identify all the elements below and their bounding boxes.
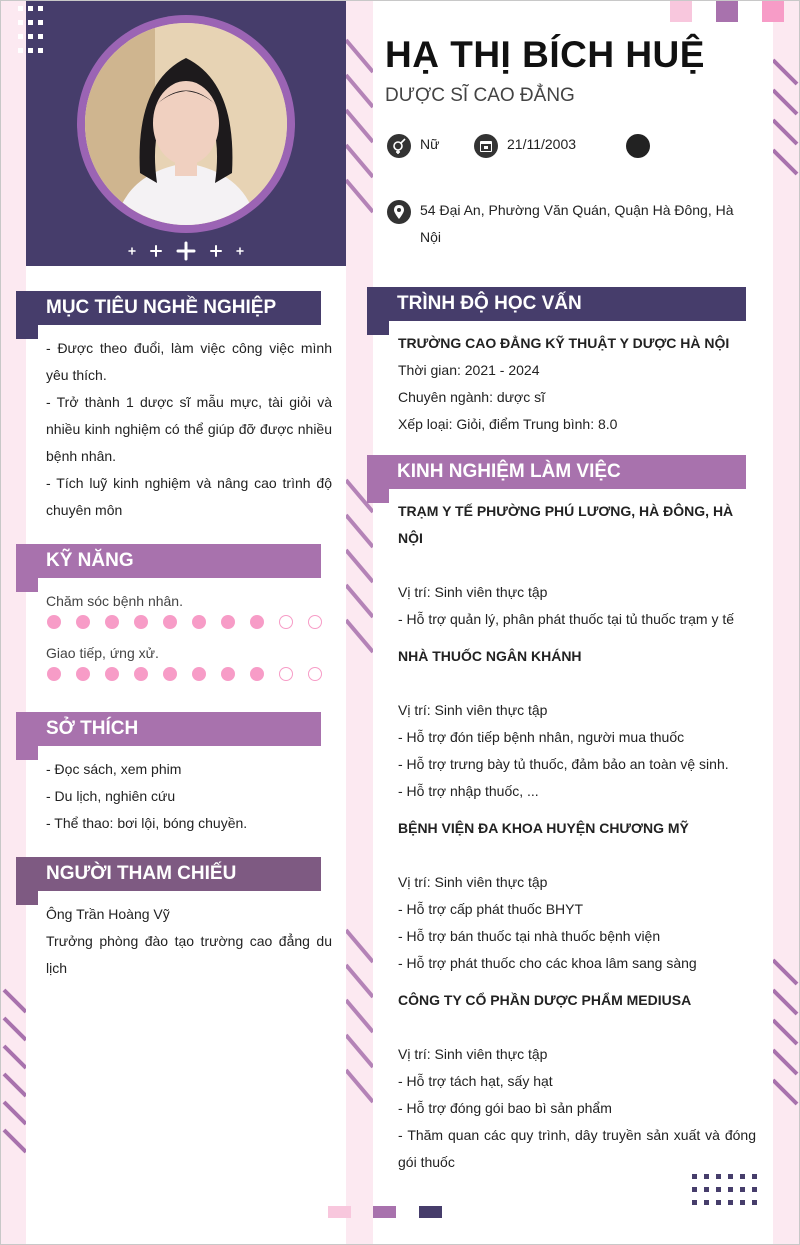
job-task: - Hỗ trợ nhập thuốc, ... <box>398 783 539 799</box>
skill-dot <box>76 615 90 629</box>
education-major: Chuyên ngành: dược sĩ <box>398 389 545 405</box>
skill-dot <box>163 615 177 629</box>
skill-dot <box>192 667 206 681</box>
skill-dot <box>134 667 148 681</box>
job-task: - Hỗ trợ phát thuốc cho các khoa lâm sang sàng <box>398 955 697 971</box>
job-task: - Hỗ trợ cấp phát thuốc BHYT <box>398 901 584 917</box>
job-task: - Hỗ trợ tách hạt, sấy hạt <box>398 1073 553 1089</box>
skill-dot <box>134 615 148 629</box>
skill-dot <box>47 615 61 629</box>
education-grade: Xếp loại: Giỏi, điểm Trung bình: 8.0 <box>398 416 618 432</box>
plus-decoration <box>126 240 250 267</box>
address-text: 54 Đại An, Phường Văn Quán, Quận Hà Đông, Hà Nội <box>420 202 734 245</box>
skill-dot <box>105 615 119 629</box>
objective-item: - Được theo đuổi, làm việc công việc mình yêu thích. <box>46 340 332 383</box>
hobby-item: - Đọc sách, xem phim <box>46 761 182 777</box>
education-heading: TRÌNH ĐỘ HỌC VẤN <box>367 287 746 321</box>
skills-heading: KỸ NĂNG <box>16 544 321 578</box>
skill-dot <box>279 615 293 629</box>
reference-heading: NGƯỜI THAM CHIẾU <box>16 857 321 891</box>
hobby-item: - Thể thao: bơi lội, bóng chuyền. <box>46 815 248 831</box>
deco-bar <box>373 1206 396 1218</box>
school-name: TRƯỜNG CAO ĐẲNG KỸ THUẬT Y DƯỢC HÀ NỘI <box>398 335 730 351</box>
skill-dot <box>47 667 61 681</box>
job-task: - Hỗ trợ đón tiếp bệnh nhân, người mua thuốc <box>398 729 685 745</box>
skill-dot <box>221 667 235 681</box>
company-name: TRẠM Y TẾ PHƯỜNG PHÚ LƯƠNG, HÀ ĐÔNG, HÀ NỘI <box>398 503 734 546</box>
dots-grid-icon <box>692 1174 762 1213</box>
experience-heading: KINH NGHIỆM LÀM VIỆC <box>367 455 746 489</box>
birthday-text: 21/11/2003 <box>507 136 577 152</box>
job-task: - Thăm quan các quy trình, dây truyền sản xuất và đóng gói thuốc <box>398 1127 756 1170</box>
job-position: Vị trí: Sinh viên thực tập <box>398 1046 548 1062</box>
center-stripes <box>346 0 373 1245</box>
location-icon <box>387 200 411 224</box>
skill-name: Giao tiếp, ứng xử. <box>46 645 159 661</box>
skill-dot <box>105 667 119 681</box>
skill-dot <box>221 615 235 629</box>
objective-heading: MỤC TIÊU NGHỀ NGHIỆP <box>16 291 321 325</box>
skill-dot <box>163 667 177 681</box>
deco-bar <box>328 1206 351 1218</box>
skill-dot <box>308 667 322 681</box>
job-position: Vị trí: Sinh viên thực tập <box>398 702 548 718</box>
job-task: - Hỗ trợ bán thuốc tại nhà thuốc bệnh viện <box>398 928 661 944</box>
gender-icon <box>387 134 411 158</box>
candidate-name: HẠ THỊ BÍCH HUỆ <box>385 34 705 75</box>
avatar <box>85 23 287 225</box>
job-position: Vị trí: Sinh viên thực tập <box>398 584 548 600</box>
skill-dot <box>250 615 264 629</box>
education-time: Thời gian: 2021 - 2024 <box>398 362 540 378</box>
deco-square <box>670 0 692 22</box>
reference-name: Ông Trần Hoàng Vỹ <box>46 906 170 922</box>
deco-square <box>762 0 784 22</box>
job-task: - Hỗ trợ đóng gói bao bì sản phẩm <box>398 1100 612 1116</box>
job-title: DƯỢC SĨ CAO ĐẲNG <box>385 85 575 106</box>
skill-dot <box>279 667 293 681</box>
job-task: - Hỗ trợ quản lý, phân phát thuốc tại tủ thuốc trạm y tế <box>398 611 735 627</box>
gender-text: Nữ <box>420 136 440 152</box>
company-name: CÔNG TY CỔ PHẦN DƯỢC PHẨM MEDIUSA <box>398 992 692 1008</box>
deco-square <box>716 0 738 22</box>
skill-dot <box>76 667 90 681</box>
hobbies-heading: SỞ THÍCH <box>16 712 321 746</box>
job-task: - Hỗ trợ trưng bày tủ thuốc, đảm bảo an toàn vệ sinh. <box>398 756 729 772</box>
skill-dot <box>308 615 322 629</box>
objective-item: - Tích luỹ kinh nghiệm và nâng cao trình độ chuyên môn <box>46 475 332 518</box>
skill-dot <box>250 667 264 681</box>
company-name: NHÀ THUỐC NGÂN KHÁNH <box>398 648 582 664</box>
phone-icon <box>626 134 650 158</box>
dots-grid-icon <box>18 6 48 59</box>
company-name: BỆNH VIỆN ĐA KHOA HUYỆN CHƯƠNG MỸ <box>398 820 689 836</box>
deco-bar <box>419 1206 442 1218</box>
objective-item: - Trở thành 1 dược sĩ mẫu mực, tài giỏi và nhiều kinh nghiệm có thể giúp đỡ được nhiều bệnh nhân. <box>46 394 332 464</box>
skill-name: Chăm sóc bệnh nhân. <box>46 593 183 609</box>
right-edge-stripes <box>773 0 800 1245</box>
hobby-item: - Du lịch, nghiên cứu <box>46 788 176 804</box>
reference-role: Trưởng phòng đào tạo trường cao đẳng du lịch <box>46 933 332 976</box>
job-position: Vị trí: Sinh viên thực tập <box>398 874 548 890</box>
skill-dot <box>192 615 206 629</box>
left-edge-stripes <box>0 0 26 1245</box>
calendar-icon <box>474 134 498 158</box>
